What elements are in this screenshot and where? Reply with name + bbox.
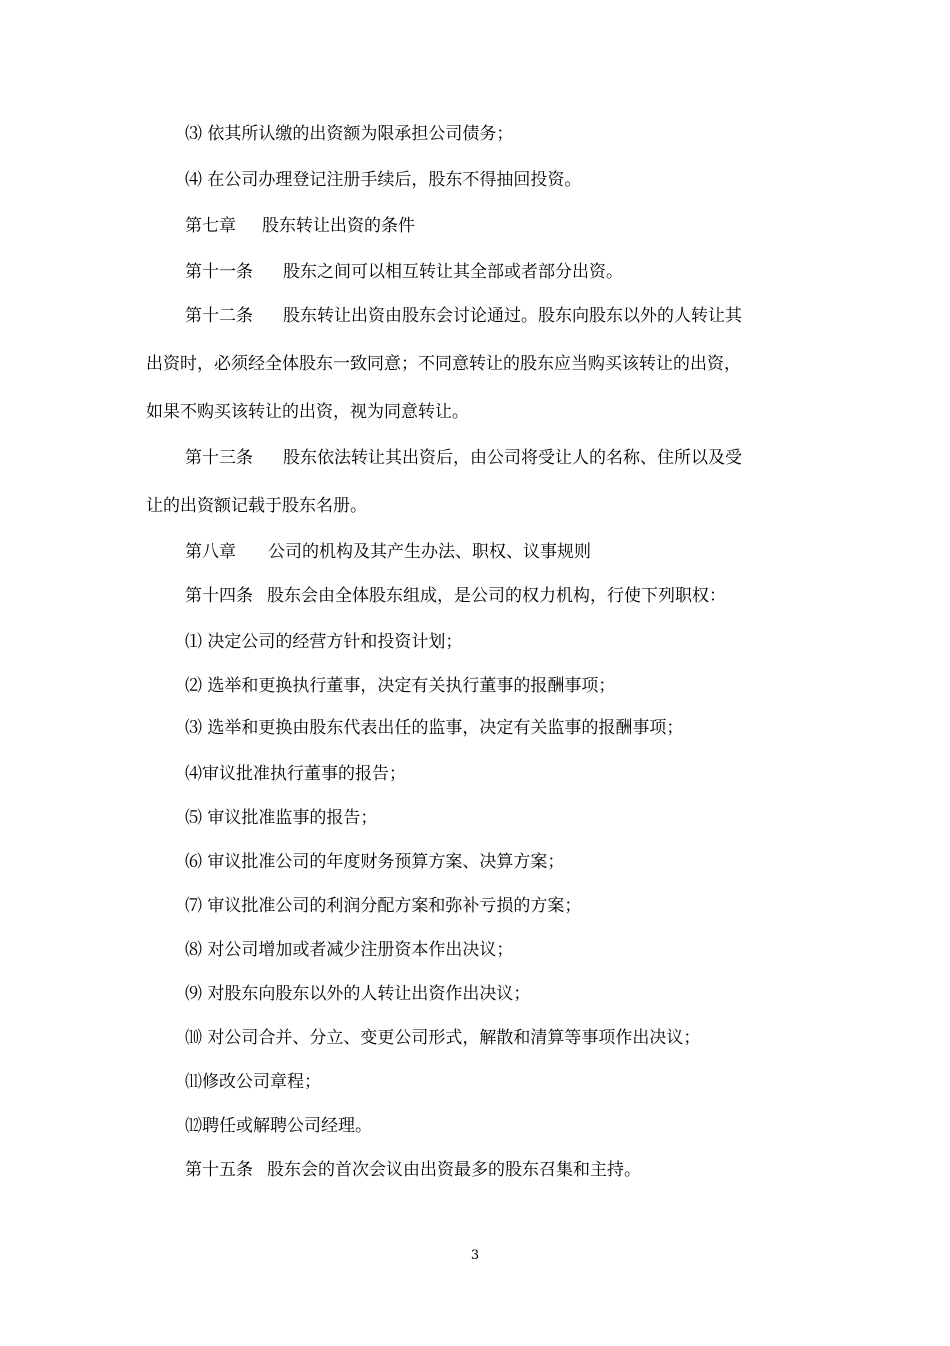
power-item-12 <box>185 1116 372 1136</box>
article-12 <box>185 306 742 326</box>
power-item-1 <box>185 632 462 652</box>
article-text: 股东依法转让其出资后，由公司将受让人的名称、住所以及受 <box>283 448 742 468</box>
power-item-5 <box>185 808 377 828</box>
chapter-8-heading <box>185 542 591 562</box>
power-item-3 <box>185 718 683 738</box>
article-label: 第十一条 <box>185 262 253 282</box>
power-text: ⑿聘任或解聘公司经理。 <box>185 1116 372 1136</box>
article-14 <box>185 586 726 606</box>
article-text: 股东会的首次会议由出资最多的股东召集和主持。 <box>267 1160 641 1180</box>
power-text: ⑾修改公司章程； <box>185 1072 321 1092</box>
article-13-continuation <box>146 496 367 516</box>
power-item-4 <box>185 764 406 784</box>
article-text: 股东之间可以相互转让其全部或者部分出资。 <box>283 262 623 282</box>
power-text: ⑻ 对公司增加或者减少注册资本作出决议； <box>185 940 514 960</box>
article-text: 股东转让出资由股东会讨论通过。股东向股东以外的人转让其 <box>283 306 742 326</box>
chapter-title: 公司的机构及其产生办法、职权、议事规则 <box>268 542 591 562</box>
chapter-label: 第八章 <box>185 542 236 562</box>
chapter-title: 股东转让出资的条件 <box>262 216 415 236</box>
article-text: 股东会由全体股东组成，是公司的权力机构，行使下列职权： <box>267 586 726 606</box>
power-item-8 <box>185 940 513 960</box>
power-text: ⑽ 对公司合并、分立、变更公司形式，解散和清算等事项作出决议； <box>185 1028 701 1048</box>
power-text: ⑸ 审议批准监事的报告； <box>185 808 378 828</box>
power-item-7 <box>185 896 581 916</box>
article-label: 第十五条 <box>185 1160 253 1180</box>
power-text: ⑶ 选举和更换由股东代表出任的监事，决定有关监事的报酬事项； <box>185 718 684 738</box>
article-11 <box>185 262 623 282</box>
power-text: ⑺ 审议批准公司的利润分配方案和弥补亏损的方案； <box>185 896 582 916</box>
power-text: ⑵ 选举和更换执行董事，决定有关执行董事的报酬事项； <box>185 676 616 696</box>
article-label: 第十三条 <box>185 448 253 468</box>
chapter-7-heading <box>185 216 415 236</box>
power-item-10 <box>185 1028 700 1048</box>
power-text: ⑷审议批准执行董事的报告； <box>185 764 406 784</box>
power-text: ⑴ 决定公司的经营方针和投资计划； <box>185 632 463 652</box>
article-text: 如果不购买该转让的出资，视为同意转让。 <box>146 402 469 422</box>
article-label: 第十二条 <box>185 306 253 326</box>
clause-text: ⑶ 依其所认缴的出资额为限承担公司债务； <box>185 124 514 144</box>
chapter-label: 第七章 <box>185 216 236 236</box>
power-item-6 <box>185 852 564 872</box>
article-text: 出资时，必须经全体股东一致同意；不同意转让的股东应当购买该转让的出资， <box>146 354 741 374</box>
power-text: ⑹ 审议批准公司的年度财务预算方案、决算方案； <box>185 852 565 872</box>
power-item-2 <box>185 676 615 696</box>
article-13 <box>185 448 742 468</box>
power-item-11 <box>185 1072 321 1092</box>
article-15 <box>185 1160 641 1180</box>
article-12-continuation-2 <box>146 402 469 422</box>
article-12-continuation-1 <box>146 354 741 374</box>
power-item-9 <box>185 984 530 1004</box>
clause-text: ⑷ 在公司办理登记注册手续后，股东不得抽回投资。 <box>185 170 582 190</box>
clause-item-3-liability <box>185 124 513 144</box>
clause-item-4-no-withdrawal <box>185 170 581 190</box>
power-text: ⑼ 对股东向股东以外的人转让出资作出决议； <box>185 984 531 1004</box>
article-label: 第十四条 <box>185 586 253 606</box>
page-number: 3 <box>470 1248 480 1263</box>
article-text: 让的出资额记载于股东名册。 <box>146 496 367 516</box>
